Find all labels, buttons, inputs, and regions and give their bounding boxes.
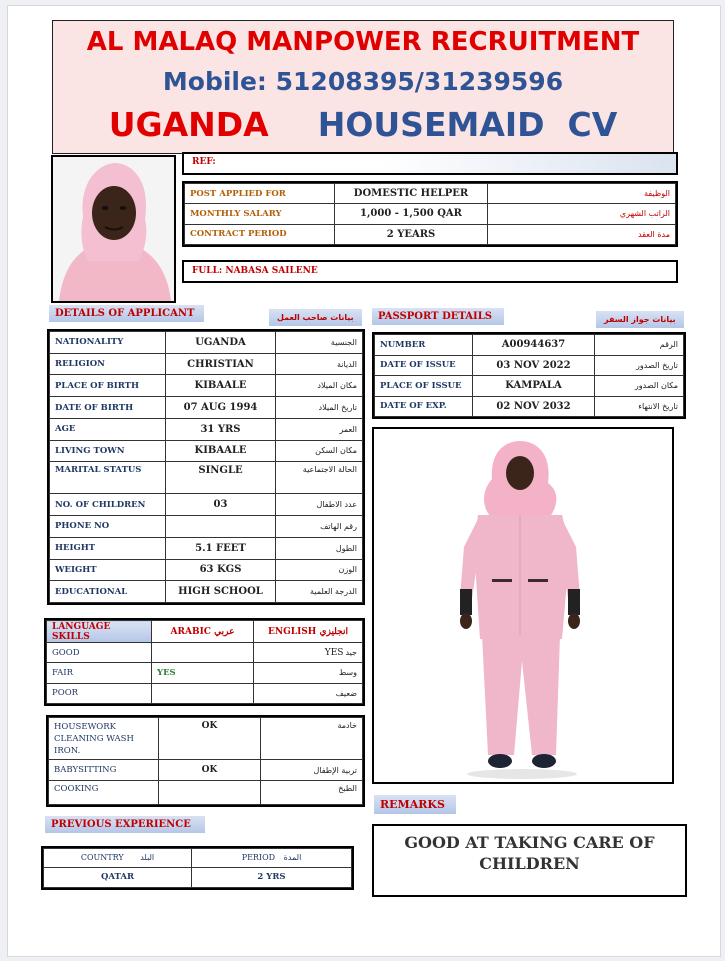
passport-label-ar: مكان الصدور	[595, 376, 684, 397]
applicant-label: AGE	[50, 418, 166, 440]
country-header-cell	[44, 849, 192, 868]
arabic-value: YES	[152, 663, 254, 683]
table-row	[44, 849, 352, 868]
applicant-value: UGANDA	[166, 332, 276, 354]
applicant-value: KIBAALE	[166, 440, 276, 462]
full-name: FULL: NABASA SAILENE	[192, 266, 318, 276]
experience-tab: PREVIOUS EXPERIENCE	[45, 816, 205, 833]
applicant-label: NATIONALITY	[50, 332, 166, 354]
skill-label-ar: خادمة	[261, 718, 363, 760]
passport-value: KAMPALA	[473, 376, 595, 397]
applicant-table	[47, 329, 365, 605]
table-row	[50, 332, 363, 354]
language-level-ar: ضعيف	[335, 688, 357, 698]
experience-country: QATAR	[44, 867, 192, 887]
company-name: AL MALAQ MANPOWER RECRUITMENT	[86, 27, 640, 57]
salary-value: 1,000 - 1,500 QAR	[335, 204, 488, 224]
mobile-number: Mobile: 51208395/31239596	[162, 67, 564, 96]
arabic-value	[152, 683, 254, 703]
applicant-value: 63 KGS	[166, 559, 276, 581]
applicant-label: PHONE NO	[50, 516, 166, 538]
country-title: UGANDA	[108, 105, 269, 144]
cv-title-line	[53, 105, 673, 144]
arabic-header: ARABIC عربي	[152, 621, 254, 643]
table-row	[50, 581, 363, 603]
skill-label: BABYSITTING	[49, 760, 159, 781]
post-table	[182, 181, 678, 247]
applicant-label-ar: عدد الاطفال	[276, 494, 363, 516]
applicant-value: SINGLE	[166, 462, 276, 494]
applicant-label: EDUCATIONAL	[50, 581, 166, 603]
table-row	[49, 760, 363, 781]
applicant-label-ar: رقم الهاتف	[276, 516, 363, 538]
applicant-value: 5.1 FEET	[166, 537, 276, 559]
skill-value: OK	[159, 760, 261, 781]
english-value: YES	[324, 647, 344, 658]
applicant-tab-ar: بيانات صاحب العمل	[269, 309, 362, 326]
table-row	[49, 718, 363, 760]
table-row	[50, 516, 363, 538]
table-row	[50, 353, 363, 375]
applicant-value	[166, 516, 276, 538]
passport-table	[372, 332, 686, 419]
passport-tab-ar: بيانات جواز السفر	[596, 311, 684, 328]
post-label: POST APPLIED FOR	[185, 184, 335, 204]
language-level-ar: وسط	[338, 668, 357, 678]
applicant-tab: DETAILS OF APPLICANT	[49, 305, 204, 322]
remarks-text: GOOD AT TAKING CARE OF CHILDREN	[404, 833, 655, 873]
applicant-label-ar: مكان الميلاد	[276, 375, 363, 397]
profile-photo	[51, 155, 176, 303]
passport-label: DATE OF ISSUE	[375, 355, 473, 376]
applicant-label-ar: العمر	[276, 418, 363, 440]
experience-period: 2 YRS	[192, 867, 352, 887]
arabic-value	[152, 643, 254, 663]
table-row	[50, 440, 363, 462]
salary-label: MONTHLY SALARY	[185, 204, 335, 224]
applicant-label-ar: مكان السكن	[276, 440, 363, 462]
table-row	[185, 224, 676, 244]
language-level-ar: جيد	[345, 647, 357, 657]
passport-label-ar: تاريخ الانتهاء	[595, 396, 684, 417]
skill-value	[159, 781, 261, 805]
applicant-label: MARITAL STATUS	[50, 462, 166, 494]
contract-label: CONTRACT PERIOD	[185, 224, 335, 244]
applicant-value: KIBAALE	[166, 375, 276, 397]
salary-label-ar: الراتب الشهري	[488, 204, 676, 224]
table-row	[47, 621, 363, 643]
applicant-value: 03	[166, 494, 276, 516]
applicant-label-ar: الجنسية	[276, 332, 363, 354]
applicant-label-ar: الطول	[276, 537, 363, 559]
applicant-value: CHRISTIAN	[166, 353, 276, 375]
remarks-tab: REMARKS	[374, 795, 456, 814]
applicant-label-ar: الحالة الاجتماعية	[276, 462, 363, 494]
applicant-label: LIVING TOWN	[50, 440, 166, 462]
passport-label-ar: تاريخ الصدور	[595, 355, 684, 376]
post-value: DOMESTIC HELPER	[335, 184, 488, 204]
language-tab: LANGUAGE SKILLS	[47, 621, 152, 643]
applicant-label-ar: الدرجة العلمية	[276, 581, 363, 603]
applicant-value: 31 YRS	[166, 418, 276, 440]
table-row	[50, 397, 363, 419]
period-header-ar: المدة	[283, 853, 302, 863]
table-row	[50, 375, 363, 397]
period-header: PERIOD	[241, 853, 276, 863]
table-row	[375, 335, 684, 356]
skills-table	[46, 715, 365, 807]
passport-tab: PASSPORT DETAILS	[372, 308, 504, 325]
passport-value: 03 NOV 2022	[473, 355, 595, 376]
language-level: POOR	[47, 683, 152, 703]
passport-label: PLACE OF ISSUE	[375, 376, 473, 397]
language-table	[44, 618, 365, 706]
table-row	[375, 376, 684, 397]
skill-label: COOKING	[49, 781, 159, 805]
remarks-box	[372, 824, 687, 897]
country-header-ar: البلد	[140, 853, 155, 863]
passport-label: NUMBER	[375, 335, 473, 356]
full-body-photo-image	[374, 429, 672, 782]
country-header: COUNTRY	[80, 853, 124, 863]
table-row	[185, 204, 676, 224]
table-row	[47, 663, 363, 683]
applicant-label-ar: الديانة	[276, 353, 363, 375]
ref-strip	[182, 152, 678, 175]
table-row	[375, 396, 684, 417]
applicant-value: HIGH SCHOOL	[166, 581, 276, 603]
table-row	[375, 355, 684, 376]
contract-label-ar: مدة العقد	[488, 224, 676, 244]
applicant-label-ar: الوزن	[276, 559, 363, 581]
table-row	[50, 462, 363, 494]
cv-header	[52, 20, 674, 154]
english-header: ENGLISH انجليزي	[254, 621, 363, 643]
full-name-strip	[182, 260, 678, 283]
applicant-label: RELIGION	[50, 353, 166, 375]
language-level: GOOD	[47, 643, 152, 663]
ref-label: REF:	[192, 157, 216, 167]
profile-photo-image	[53, 157, 174, 301]
english-cell	[254, 663, 363, 683]
applicant-label-ar: تاريخ الميلاد	[276, 397, 363, 419]
experience-table	[41, 846, 354, 890]
skill-label: HOUSEWORK CLEANING WASH IRON.	[49, 718, 159, 760]
table-row	[50, 418, 363, 440]
table-row	[50, 537, 363, 559]
skill-value: OK	[159, 718, 261, 760]
table-row	[49, 781, 363, 805]
cv-title: HOUSEMAID CV	[317, 105, 618, 144]
period-header-cell	[192, 849, 352, 868]
language-level: FAIR	[47, 663, 152, 683]
passport-label-ar: الرقم	[595, 335, 684, 356]
table-row	[47, 643, 363, 663]
applicant-label: NO. OF CHILDREN	[50, 494, 166, 516]
english-cell	[254, 683, 363, 703]
table-row	[44, 867, 352, 887]
passport-label: DATE OF EXP.	[375, 396, 473, 417]
applicant-label: HEIGHT	[50, 537, 166, 559]
skill-label-ar: الطبخ	[261, 781, 363, 805]
english-cell	[254, 643, 363, 663]
applicant-label: DATE OF BIRTH	[50, 397, 166, 419]
full-body-photo	[372, 427, 674, 784]
table-row	[47, 683, 363, 703]
passport-value: 02 NOV 2032	[473, 396, 595, 417]
contract-value: 2 YEARS	[335, 224, 488, 244]
applicant-label: PLACE OF BIRTH	[50, 375, 166, 397]
passport-value: A00944637	[473, 335, 595, 356]
skill-label-ar: تربية الإطفال	[261, 760, 363, 781]
post-label-ar: الوظيفة	[488, 184, 676, 204]
table-row	[50, 494, 363, 516]
table-row	[185, 184, 676, 204]
applicant-label: WEIGHT	[50, 559, 166, 581]
table-row	[50, 559, 363, 581]
applicant-value: 07 AUG 1994	[166, 397, 276, 419]
